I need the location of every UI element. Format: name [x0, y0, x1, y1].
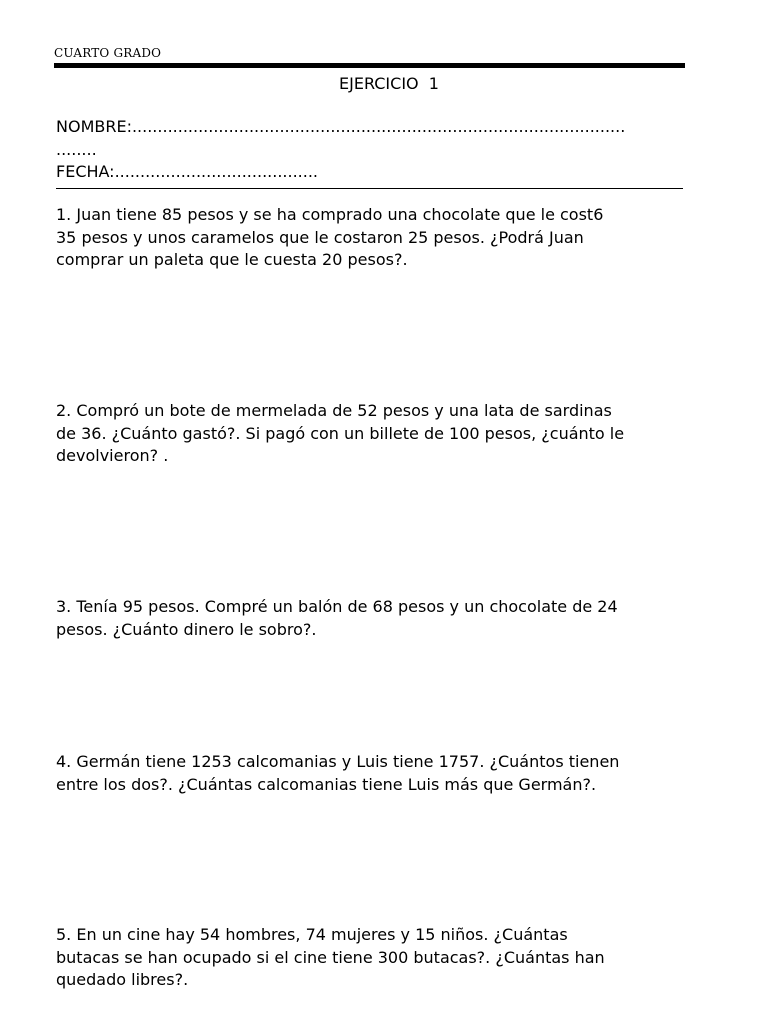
problem-4: 4. Germán tiene 1253 calcomanias y Luis tiene 1757. ¿Cuántos tienen entre los dos?. ¿Cuántas calcomanias tiene Luis más que Germán?. [56, 752, 620, 794]
header-thin-rule [56, 188, 683, 189]
header-thick-rule [54, 63, 685, 68]
exercise-title: EJERCICIO 1 [339, 74, 439, 93]
name-field-continuation: ........ [56, 140, 97, 159]
problem-1: 1. Juan tiene 85 pesos y se ha comprado una chocolate que le cost6 35 pesos y unos caramelos que le costaron 25 pesos. ¿Podrá Juan comprar un paleta que le cuesta 20 pesos?. [56, 205, 604, 269]
grade-label: CUARTO GRADO [54, 46, 162, 60]
name-field: NOMBRE:................................................................................................. [56, 117, 626, 136]
problem-3: 3. Tenía 95 pesos. Compré un balón de 68 pesos y un chocolate de 24 pesos. ¿Cuánto dinero le sobro?. [56, 597, 618, 639]
date-field: FECHA:........................................ [56, 162, 319, 181]
problem-2: 2. Compró un bote de mermelada de 52 pesos y una lata de sardinas de 36. ¿Cuánto gastó?. Si pagó con un billete de 100 pesos, ¿cuánto le devolvieron? . [56, 401, 625, 465]
problem-5: 5. En un cine hay 54 hombres, 74 mujeres y 15 niños. ¿Cuántas butacas se han ocupado si el cine tiene 300 butacas?. ¿Cuántas han quedado libres?. [56, 925, 605, 989]
